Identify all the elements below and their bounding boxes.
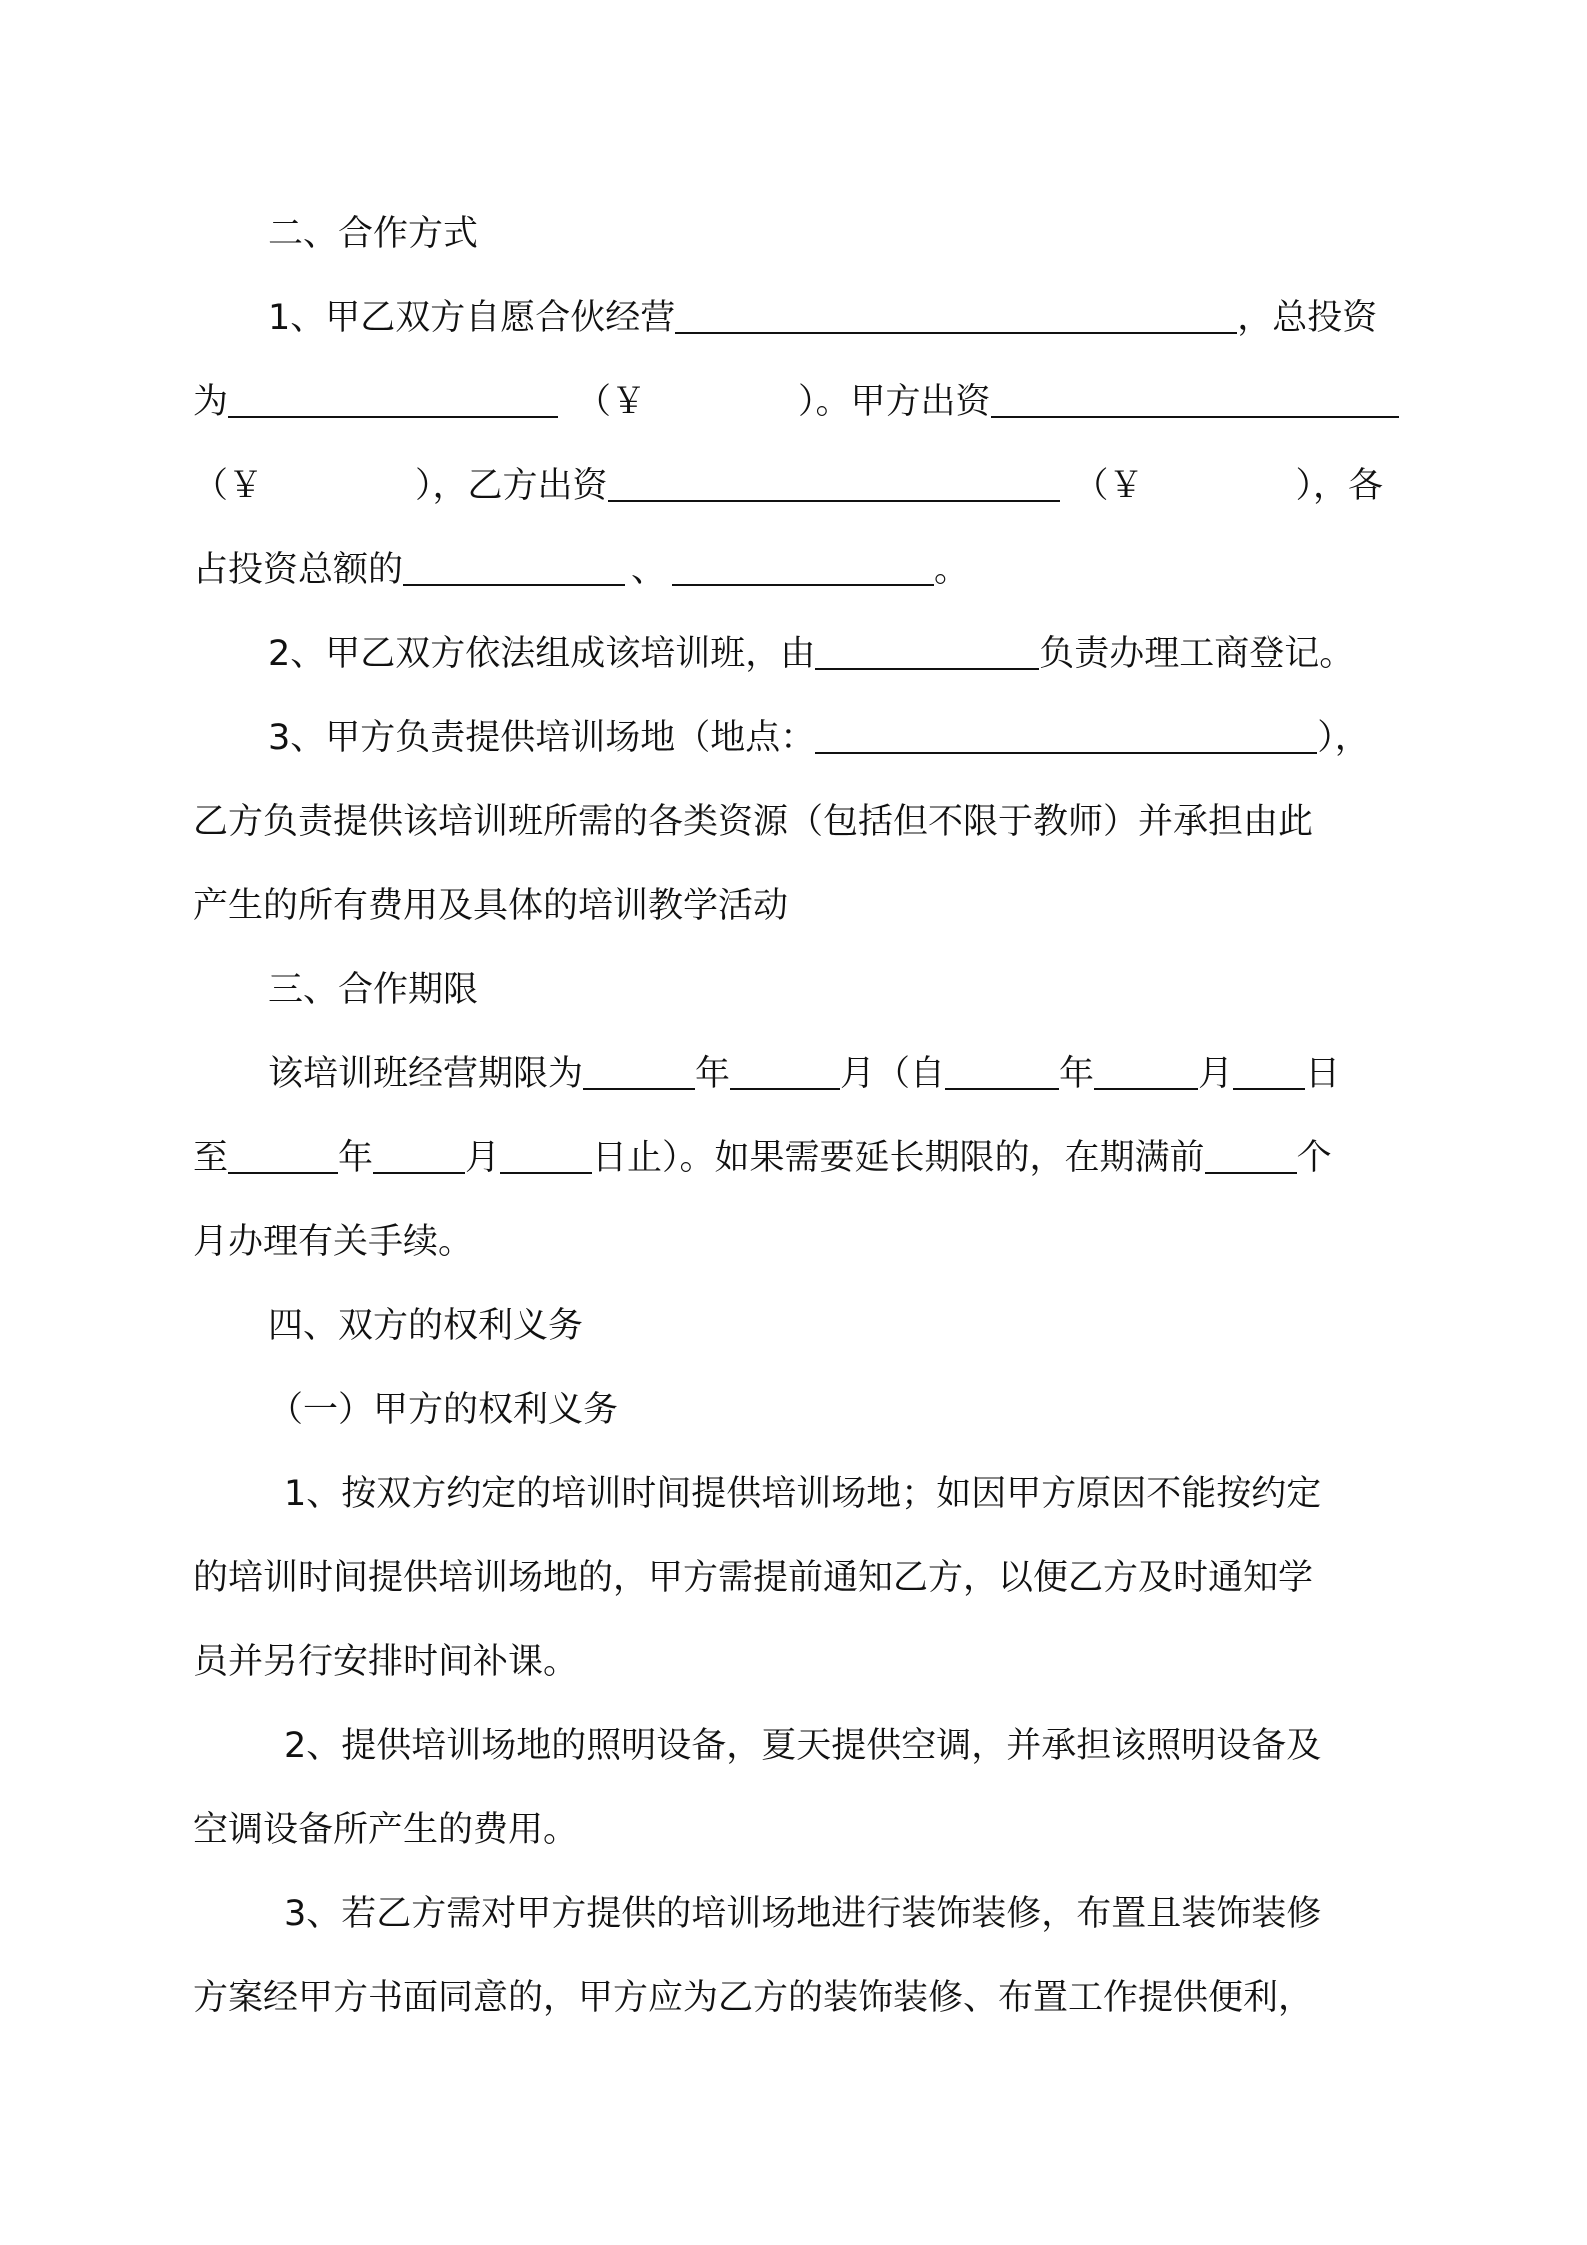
clause-4-item-3-line-2 (193, 1978, 1313, 2018)
clause-text: 3、甲方负责提供培训场地（地点： (268, 718, 816, 758)
business-name-blank[interactable] (675, 298, 1237, 334)
clause-text: 负责办理工商登记。 (1039, 634, 1355, 674)
clause-text: 为 (193, 382, 229, 422)
clause-text: 月 (1198, 1054, 1234, 1094)
party-a-share-blank[interactable] (403, 550, 625, 586)
clause-text: （￥ (193, 466, 264, 506)
clause-text: 至 (193, 1138, 229, 1178)
end-year-blank[interactable] (228, 1138, 338, 1174)
clause-4-item-1-line-3 (193, 1642, 578, 1682)
clause-text: 月（自 (840, 1054, 946, 1094)
clause-text: 方案经甲方书面同意的，甲方应为乙方的装饰装修、布置工作提供便利， (193, 1978, 1314, 2018)
clause-2-item-1-line-4 (193, 550, 969, 590)
clause-text: （￥ (576, 382, 647, 422)
clause-2-item-1-line-2 (193, 382, 1399, 422)
clause-text: 空调设备所产生的费用。 (193, 1810, 579, 1850)
clause-2-item-3-line-2 (193, 802, 1313, 842)
start-day-blank[interactable] (1233, 1054, 1305, 1090)
clause-text: 产生的所有费用及具体的培训教学活动 (193, 886, 789, 926)
clause-text: ）， (1317, 718, 1370, 758)
party-b-share-blank[interactable] (672, 550, 934, 586)
start-year-blank[interactable] (945, 1054, 1059, 1090)
party-a-investment-blank[interactable] (991, 382, 1399, 418)
clause-2-item-2 (268, 634, 1354, 674)
clause-text: 日止）。如果需要延长期限的，在期满前 (592, 1138, 1205, 1178)
clause-text: 1、甲乙双方自愿合伙经营 (268, 298, 676, 338)
end-month-blank[interactable] (373, 1138, 465, 1174)
registrant-blank[interactable] (815, 634, 1039, 670)
section-title-text: 二、合作方式 (268, 214, 479, 254)
clause-text: 月 (465, 1138, 501, 1178)
clause-4-item-2-line-1 (284, 1726, 1321, 1766)
clause-text: ），乙方出资 (415, 466, 608, 506)
clause-4-item-2-line-2 (193, 1810, 578, 1850)
clause-3-line-3 (193, 1222, 473, 1262)
clause-text: 乙方负责提供该培训班所需的各类资源（包括但不限于教师）并承担由此 (193, 802, 1314, 842)
clause-text: 年 (695, 1054, 731, 1094)
clause-text: 3、若乙方需对甲方提供的培训场地进行装饰装修，布置且装饰装修 (284, 1894, 1322, 1934)
clause-text: 个 (1296, 1138, 1332, 1178)
term-years-blank[interactable] (583, 1054, 695, 1090)
total-investment-blank[interactable] (228, 382, 558, 418)
clause-text: ）。甲方出资 (798, 382, 991, 422)
clause-text: 年 (338, 1138, 374, 1178)
clause-4-item-1-line-1 (284, 1474, 1321, 1514)
clause-2-item-1-line-3 (193, 466, 1383, 506)
subsection-title-text: （一）甲方的权利义务 (268, 1390, 619, 1430)
renewal-notice-months-blank[interactable] (1205, 1138, 1297, 1174)
clause-text: 占投资总额的 (193, 550, 404, 590)
clause-text: 。 (934, 550, 970, 590)
clause-text: ），各 (1295, 466, 1384, 506)
term-months-blank[interactable] (730, 1054, 840, 1090)
venue-location-blank[interactable] (815, 718, 1317, 754)
clause-2-item-3-line-1 (268, 718, 1370, 758)
clause-3-line-2 (193, 1138, 1332, 1178)
clause-text: 、 (631, 550, 667, 590)
section-title-cooperation-mode (268, 214, 478, 254)
start-month-blank[interactable] (1094, 1054, 1198, 1090)
clause-3-line-1 (268, 1054, 1340, 1094)
clause-text: 1、按双方约定的培训时间提供培训场地；如因甲方原因不能按约定 (284, 1474, 1322, 1514)
section-title-cooperation-term (268, 970, 478, 1010)
section-title-rights-obligations (268, 1306, 583, 1346)
clause-text: 该培训班经营期限为 (268, 1054, 584, 1094)
clause-text: 2、提供培训场地的照明设备，夏天提供空调，并承担该照明设备及 (284, 1726, 1322, 1766)
clause-4-item-3-line-1 (284, 1894, 1321, 1934)
end-day-blank[interactable] (500, 1138, 592, 1174)
clause-text: 2、甲乙双方依法组成该培训班，由 (268, 634, 816, 674)
clause-text: 员并另行安排时间补课。 (193, 1642, 579, 1682)
subsection-title-party-a (268, 1390, 618, 1430)
clause-2-item-3-line-3 (193, 886, 788, 926)
clause-2-item-1-line-1 (268, 298, 1377, 338)
party-b-investment-blank[interactable] (608, 466, 1060, 502)
clause-text: 日 (1305, 1054, 1341, 1094)
clause-text: 月办理有关手续。 (193, 1222, 474, 1262)
section-title-text: 三、合作期限 (268, 970, 479, 1010)
clause-text: ，总投资 (1237, 298, 1378, 338)
clause-text: （￥ (1073, 466, 1144, 506)
clause-4-item-1-line-2 (193, 1558, 1313, 1598)
section-title-text: 四、双方的权利义务 (268, 1306, 584, 1346)
clause-text: 年 (1059, 1054, 1095, 1094)
clause-text: 的培训时间提供培训场地的，甲方需提前通知乙方，以便乙方及时通知学 (193, 1558, 1314, 1598)
